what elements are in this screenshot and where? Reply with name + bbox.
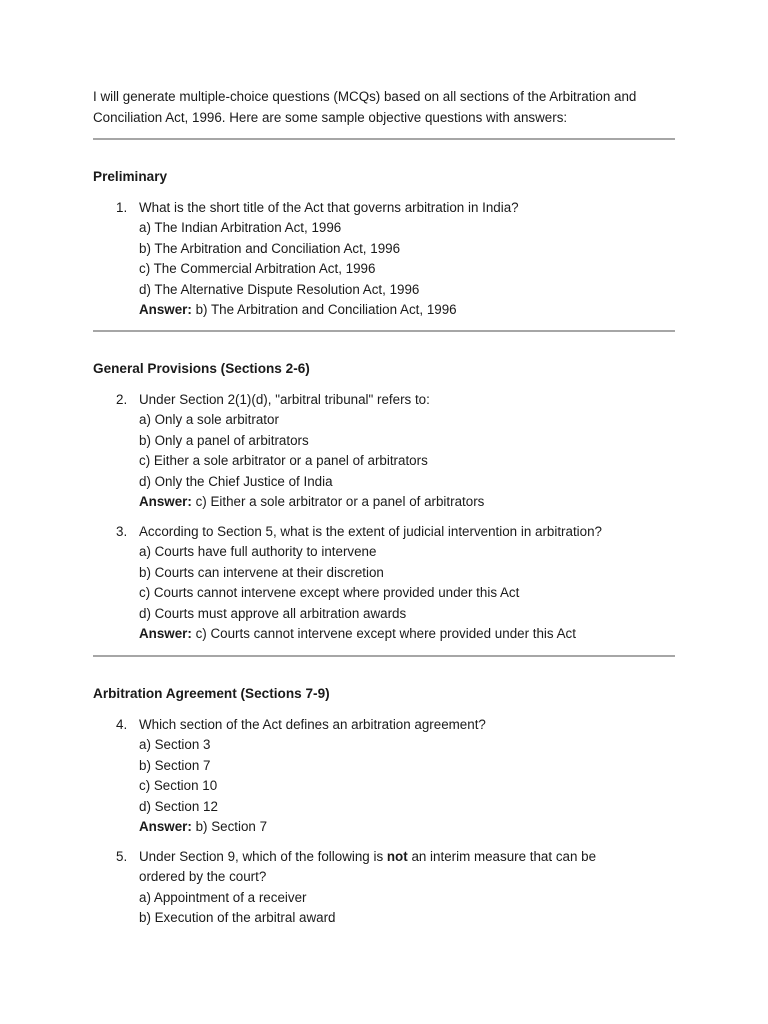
answer-line <box>139 624 669 644</box>
option-d: d) The Alternative Dispute Resolution Act, 1996 <box>139 281 420 297</box>
answer-label: Answer: <box>139 302 192 318</box>
option-a: a) Appointment of a receiver <box>139 889 307 905</box>
answer-text: c) Courts cannot intervene except where provided under this Act <box>195 626 576 642</box>
answer-label: Answer: <box>139 494 192 510</box>
option-a: a) Courts have full authority to intervene <box>139 544 377 560</box>
question-text-part: an interim measure that can be <box>411 849 597 864</box>
emphasis-not: not <box>386 849 408 864</box>
answer-label: Answer: <box>139 626 192 642</box>
option-d: d) Section 12 <box>139 798 218 814</box>
option-a: a) Section 3 <box>139 737 211 753</box>
answer-text: c) Either a sole arbitrator or a panel of arbitrators <box>195 494 485 510</box>
option-d: d) Courts must approve all arbitration awards <box>139 605 407 621</box>
section-divider <box>93 655 675 657</box>
answer-text: b) Section 7 <box>195 819 268 835</box>
answer-line <box>139 300 669 320</box>
section-heading-preliminary: Preliminary <box>93 169 168 184</box>
option-b: b) Courts can intervene at their discretion <box>139 564 384 580</box>
intro-paragraph: I will generate multiple-choice questions (MCQs) based on all sections of the Arbitration and Conciliation Act, 1996. Here are some sample objective questions with answers: <box>93 89 637 125</box>
option-c: c) The Commercial Arbitration Act, 1996 <box>139 261 376 277</box>
question-number: 1. <box>116 200 128 215</box>
answer-line <box>139 492 669 512</box>
question-number: 5. <box>116 849 128 864</box>
question-text <box>139 847 669 867</box>
option-a: a) The Indian Arbitration Act, 1996 <box>139 220 342 236</box>
answer-label: Answer: <box>139 819 192 835</box>
option-c: c) Section 10 <box>139 778 218 794</box>
section-divider <box>93 138 675 140</box>
answer-text: b) The Arbitration and Conciliation Act, 1996 <box>195 302 457 318</box>
section-divider <box>93 330 675 332</box>
option-a: a) Only a sole arbitrator <box>139 412 279 428</box>
question-number: 2. <box>116 392 128 407</box>
section-heading-general-provisions: General Provisions (Sections 2-6) <box>93 361 310 376</box>
option-b: b) The Arbitration and Conciliation Act, 1996 <box>139 240 401 256</box>
option-b: b) Section 7 <box>139 757 211 773</box>
question-text-part: Under Section 9, which of the following is <box>139 849 384 864</box>
section-heading-arbitration-agreement: Arbitration Agreement (Sections 7-9) <box>93 686 330 701</box>
option-c: c) Either a sole arbitrator or a panel of arbitrators <box>139 453 428 469</box>
question-text: Under Section 2(1)(d), "arbitral tribunal" refers to: <box>139 392 430 407</box>
question-text-continued: ordered by the court? <box>139 869 267 885</box>
option-d: d) Only the Chief Justice of India <box>139 473 333 489</box>
question-number: 4. <box>116 717 128 732</box>
question-text: What is the short title of the Act that governs arbitration in India? <box>139 200 519 215</box>
question-text: According to Section 5, what is the extent of judicial intervention in arbitration? <box>139 524 602 539</box>
option-b: b) Only a panel of arbitrators <box>139 432 309 448</box>
question-number: 3. <box>116 524 128 539</box>
option-c: c) Courts cannot intervene except where provided under this Act <box>139 585 520 601</box>
question-text: Which section of the Act defines an arbitration agreement? <box>139 717 486 732</box>
answer-line <box>139 817 669 837</box>
option-b: b) Execution of the arbitral award <box>139 910 336 926</box>
